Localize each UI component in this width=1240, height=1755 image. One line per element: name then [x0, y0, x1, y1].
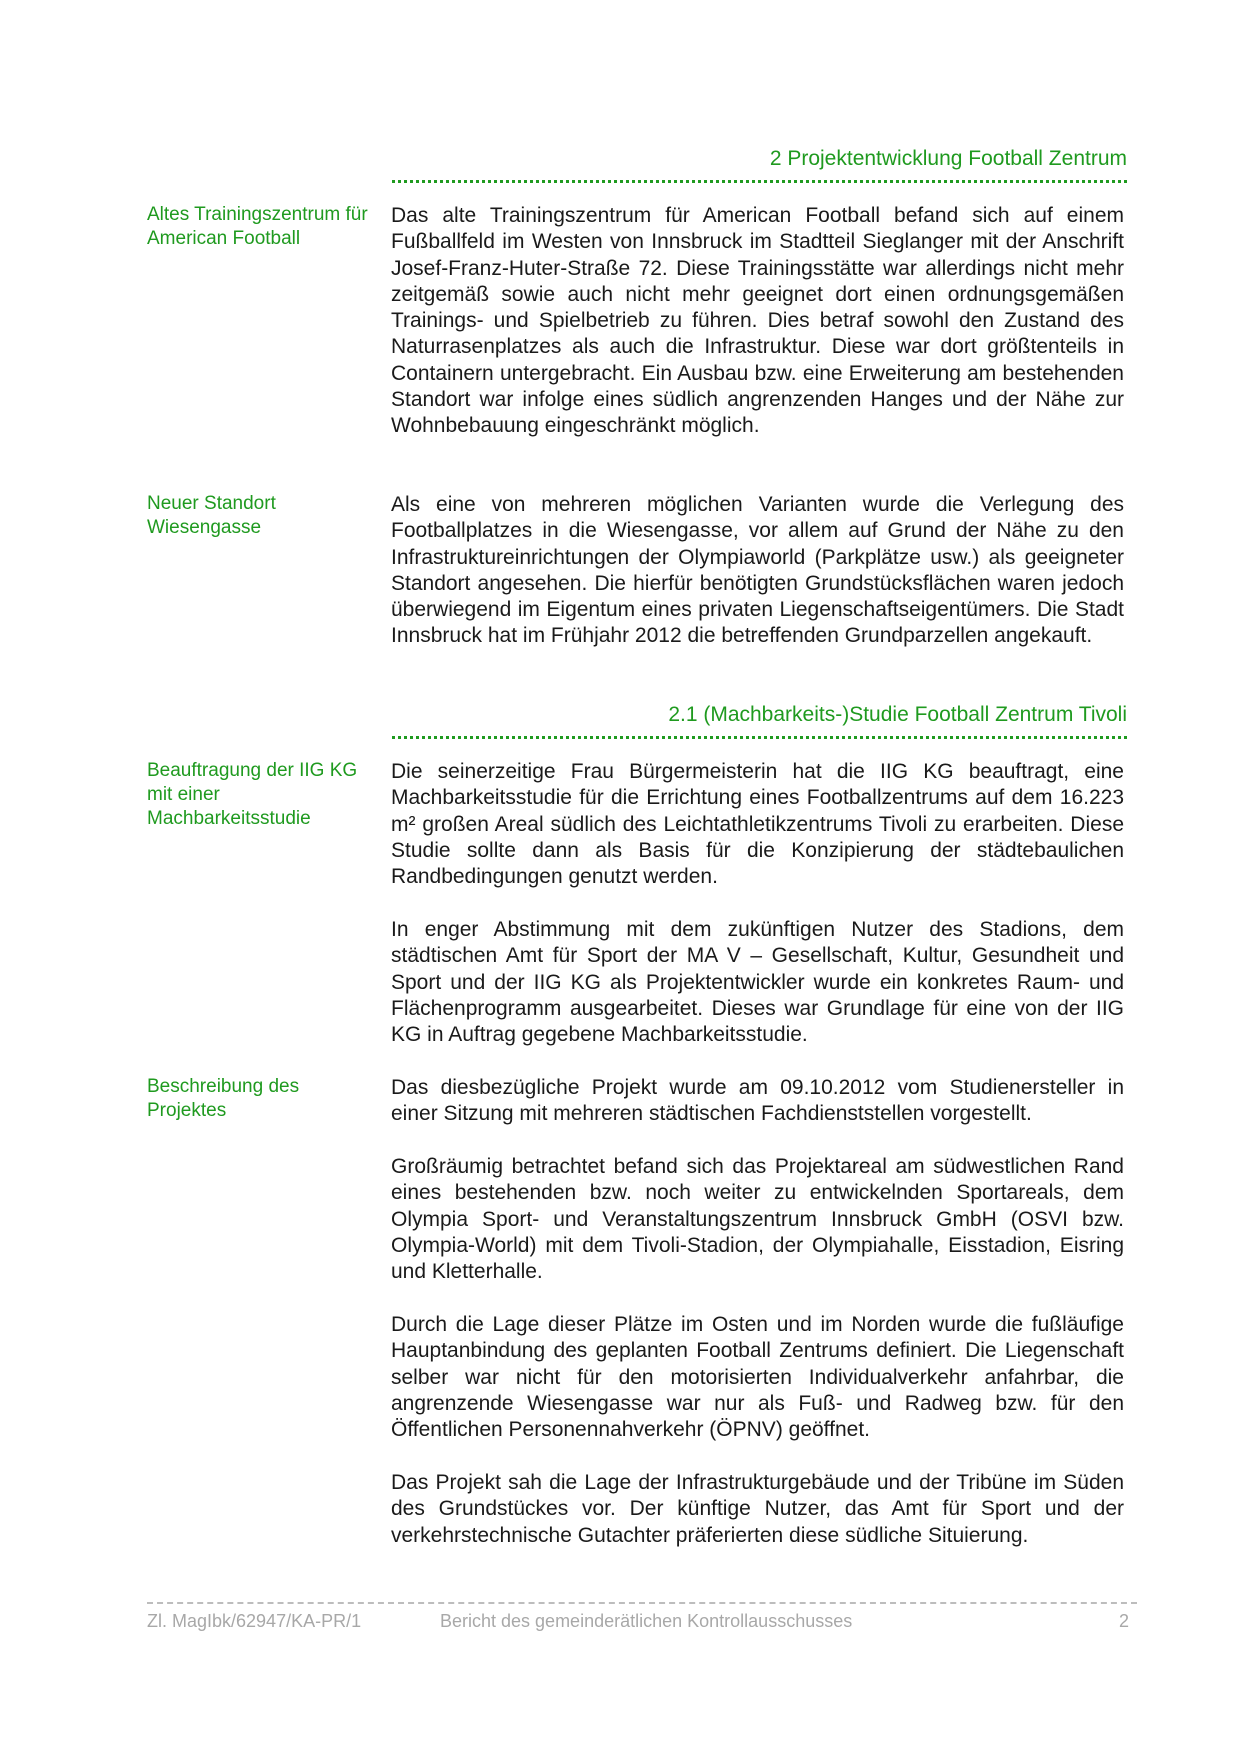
footer-title: Bericht des gemeinderätlichen Kontrollausschusses [440, 1611, 853, 1631]
subsection-heading: 2.1 (Machbarkeits-)Studie Football Zentrum Tivoli [392, 702, 1127, 739]
paragraph-space-program: In enger Abstimmung mit dem zukünftigen Nutzer des Stadions, dem städtischen Amt für Sport der MA V – Gesellschaft, Kultur, Gesundheit und Sport und der IIG KG als Projektentwickler wurde ein konkretes Raum- und Flächenprogramm ausgearbeitet. Dieses war Grundlage für eine von der IIG KG in Auftrag gegebene Machbarkeitsstudie. [391, 918, 1124, 1047]
paragraph-project-area: Großräumig betrachtet befand sich das Projektareal am südwestlichen Rand eines bestehenden bzw. noch weiter zu entwickelnden Sportareals, dem Olympia Sport- und Veranstaltungszentrum Innsbruck GmbH (OSVI bzw. Olympia-World) mit dem Tivoli-Stadion, der Olympiahalle, Eisstadion, Eisring und Kletterhalle. [391, 1155, 1124, 1284]
paragraph-infrastructure-location: Das Projekt sah die Lage der Infrastrukturgebäude und der Tribüne im Süden des Grundstückes vor. Der künftige Nutzer, das Amt für Sport und der verkehrstechnische Gutachter präferierten diese südliche Situierung. [391, 1471, 1124, 1547]
paragraph-new-location: Als eine von mehreren möglichen Varianten wurde die Verlegung des Footballplatzes in die Wiesengasse, vor allem auf Grund der Nähe zu den Infrastruktureinrichtungen der Olympiaworld (Parkplätze usw.) als geeigneter Standort angesehen. Die hierfür benötigten Grundstücksflächen waren jedoch überwiegend im Eigentum eines privaten Liegenschaftseigentümers. Die Stadt Innsbruck hat im Frühjahr 2012 die betreffenden Grundparzellen angekauft. [391, 493, 1124, 648]
paragraph-feasibility-assignment: Die seinerzeitige Frau Bürgermeisterin hat die IIG KG beauftragt, eine Machbarkeitsstudie für die Errichtung eines Footballzentrums auf dem 16.223 m² großen Areal südlich des Leichtathletikzentrums Tivoli zu erarbeiten. Diese Studie sollte dann als Basis für die Konzipierung der städtebaulichen Randbedingungen genutzt werden. [391, 760, 1124, 889]
section-heading: 2 Projektentwicklung Football Zentrum [392, 146, 1127, 183]
side-label-project-description: Beschreibung des Projektes [147, 1076, 300, 1121]
page-footer [147, 1602, 1137, 1632]
footer-page-number: 2 [1118, 1611, 1129, 1631]
paragraph-old-training-center: Das alte Trainingszentrum für American Football befand sich auf einem Fußballfeld im Westen von Innsbruck im Stadtteil Sieglanger mit der Anschrift Josef-Franz-Huter-Straße 72. Diese Trainingsstätte war allerdings nicht mehr zeitgemäß sowie auch nicht mehr geeignet dort einen ordnungsgemäßen Trainings- und Spielbetrieb zu führen. Dies betraf sowohl den Zustand des Naturrasenplatzes als auch die Infrastruktur. Diese war dort größtenteils in Containern untergebracht. Ein Ausbau bzw. eine Erweiterung am bestehenden Standort war infolge eines südlich angrenzenden Hanges und der Nähe zur Wohnbebauung eingeschränkt möglich. [391, 204, 1124, 438]
side-label-old-training-center: Altes Trainingszentrum für American Football [147, 204, 368, 249]
footer-reference: Zl. MagIbk/62947/KA-PR/1 [147, 1611, 362, 1631]
side-label-feasibility-study: Beauftragung der IIG KG mit einer Machbarkeitsstudie [147, 760, 358, 829]
paragraph-access: Durch die Lage dieser Plätze im Osten und im Norden wurde die fußläufige Hauptanbindung des geplanten Football Zentrums definiert. Die Liegenschaft selber war nicht für den motorisierten Individualverkehr anfahrbar, die angrenzende Wiesengasse war nur als Fuß- und Radweg bzw. für den Öffentlichen Personennahverkehr (ÖPNV) geöffnet. [391, 1313, 1124, 1442]
side-label-new-location: Neuer Standort Wiesengasse [147, 493, 276, 538]
paragraph-project-presentation: Das diesbezügliche Projekt wurde am 09.10.2012 vom Studienersteller in einer Sitzung mit mehreren städtischen Fachdienststellen vorgestellt. [391, 1076, 1124, 1126]
